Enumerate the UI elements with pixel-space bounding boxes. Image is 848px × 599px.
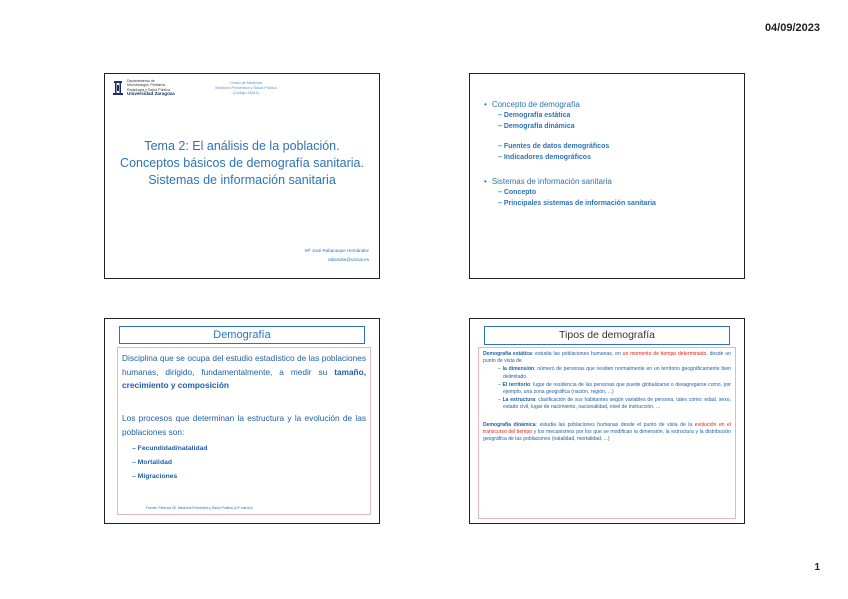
- definition-emphasis: tamaño, crecimiento y composición: [122, 366, 366, 390]
- item-label: El territorio: [502, 381, 531, 388]
- item-text: : número de personas que residen normalmente en un territorio geográficamente bien delimitado.: [503, 366, 731, 380]
- outline-list: [484, 100, 656, 209]
- slide-title-text: Tema 2: El análisis de la población. Conceptos básicos de demografía sanitaria. Sistemas de información sanitaria: [120, 139, 364, 187]
- author-email: rabanake@unizar.es: [327, 257, 369, 262]
- item-label: La estructura: [502, 397, 536, 404]
- list-item: – El territorio: lugar de residencia de las personas que puede globalizarse o desagregarse como, por ejemplo, una zona geográfica (nación, región, ...): [498, 381, 731, 396]
- slide-heading: Tipos de demografía: [484, 326, 730, 345]
- processes-text: Los procesos que determinan la estructura y la evolución de las poblaciones son:: [122, 413, 366, 437]
- dynamic-paragraph: [483, 422, 731, 444]
- dynamic-label: Demografía dinámica: [483, 421, 536, 428]
- processes-list: [132, 442, 208, 484]
- slide-outline: [469, 73, 745, 279]
- logo-line: Departamento de: [127, 79, 155, 83]
- dynamic-highlight: evolución en el transcurso del tiempo: [483, 421, 731, 435]
- page-number: 1: [814, 562, 820, 573]
- content-box: [117, 347, 371, 515]
- static-paragraph: [483, 351, 731, 365]
- slide-tipos: [469, 318, 745, 524]
- author-block: [305, 246, 369, 264]
- course-line: Grado de Medicina: [229, 81, 263, 85]
- item-label: la dimensión: [502, 366, 535, 373]
- dynamic-text: : estudia las poblaciones humanas desde el punto de vista de la: [535, 421, 695, 428]
- course-info: [201, 81, 291, 96]
- list-item: – la dimensión: número de personas que residen normalmente en un territorio geográficamente bien delimitado.: [498, 366, 731, 380]
- list-item: – Fecundidad/natalidad: [132, 445, 208, 452]
- outline-subitem: – Concepto: [498, 189, 537, 196]
- author-name: Mª José Rabanaque Hernández: [305, 248, 369, 253]
- document-date: 04/09/2023: [764, 22, 820, 34]
- bullet-icon: •: [484, 177, 487, 186]
- static-text: , desde un punto de vista de: [483, 351, 731, 365]
- list-item: – Mortalidad: [132, 459, 173, 466]
- university-logo: [113, 78, 183, 102]
- static-highlight: un momento de tiempo determinado: [622, 351, 707, 357]
- slide-heading: Demografía: [119, 326, 365, 344]
- source-note: Fuente: Piédrola Gil. Medicina Preventiva y Salud Pública (12ª edición): [146, 506, 253, 510]
- static-text: : estudia las poblaciones humanas, en: [531, 351, 623, 357]
- outline-subitem: – Demografía estática: [498, 112, 571, 119]
- outline-subitem: – Demografía dinámica: [498, 123, 575, 130]
- logo-line: Microbiología, Pediatría,: [127, 83, 166, 88]
- outline-item: [484, 100, 656, 110]
- outline-item-label: Concepto de demografía: [491, 100, 580, 109]
- course-line: Medicina Preventiva y Salud Pública: [215, 86, 277, 90]
- definition-text: [122, 352, 366, 393]
- outline-subitem: – Indicadores demográficos: [498, 154, 591, 161]
- item-text: : lugar de residencia de las personas que puede globalizarse o desagregarse como, por ejemplo, una zona geográfica (nación, región, ...): [503, 381, 731, 396]
- item-text: : clasificación de sus habitantes según variables de persona, tales como: edad, sexo, estado civil, lugar de nacimiento, nacionalidad, nivel de instrucción, ...: [503, 397, 732, 411]
- list-item: – La estructura: clasificación de sus habitantes según variables de persona, tales como: edad, sexo, estado civil, lugar de nacimiento, nacionalidad, nivel de instrucción, ...: [498, 397, 732, 411]
- university-crest-icon: [113, 79, 123, 99]
- content-box: [478, 347, 736, 519]
- course-line: (Código 26811): [233, 91, 259, 95]
- slide-demografia: [104, 318, 380, 524]
- outline-item-label: Sistemas de información sanitaria: [491, 177, 612, 186]
- outline-subitem: – Principales sistemas de información sanitaria: [498, 200, 656, 207]
- bullet-icon: •: [484, 100, 487, 109]
- dynamic-text: y los mecanismos por los que se modifican la dimensión, la estructura y la distribución geográfica de las poblaciones (natalidad, mortalidad, ...): [483, 428, 731, 443]
- logo-university: Universidad Zaragoza: [127, 91, 175, 97]
- logo-line: Radiología y Salud Pública: [127, 87, 170, 92]
- static-label: Demografía estática: [483, 351, 532, 357]
- slide-title: [104, 73, 380, 279]
- list-item: – Migraciones: [132, 473, 178, 480]
- outline-item: [484, 177, 656, 187]
- definition-lead: Disciplina que se ocupa del estudio estadístico de las poblaciones humanas, dirigido, fundamentalmente, a medir su: [122, 353, 366, 377]
- outline-subitem: – Fuentes de datos demográficos: [498, 143, 610, 150]
